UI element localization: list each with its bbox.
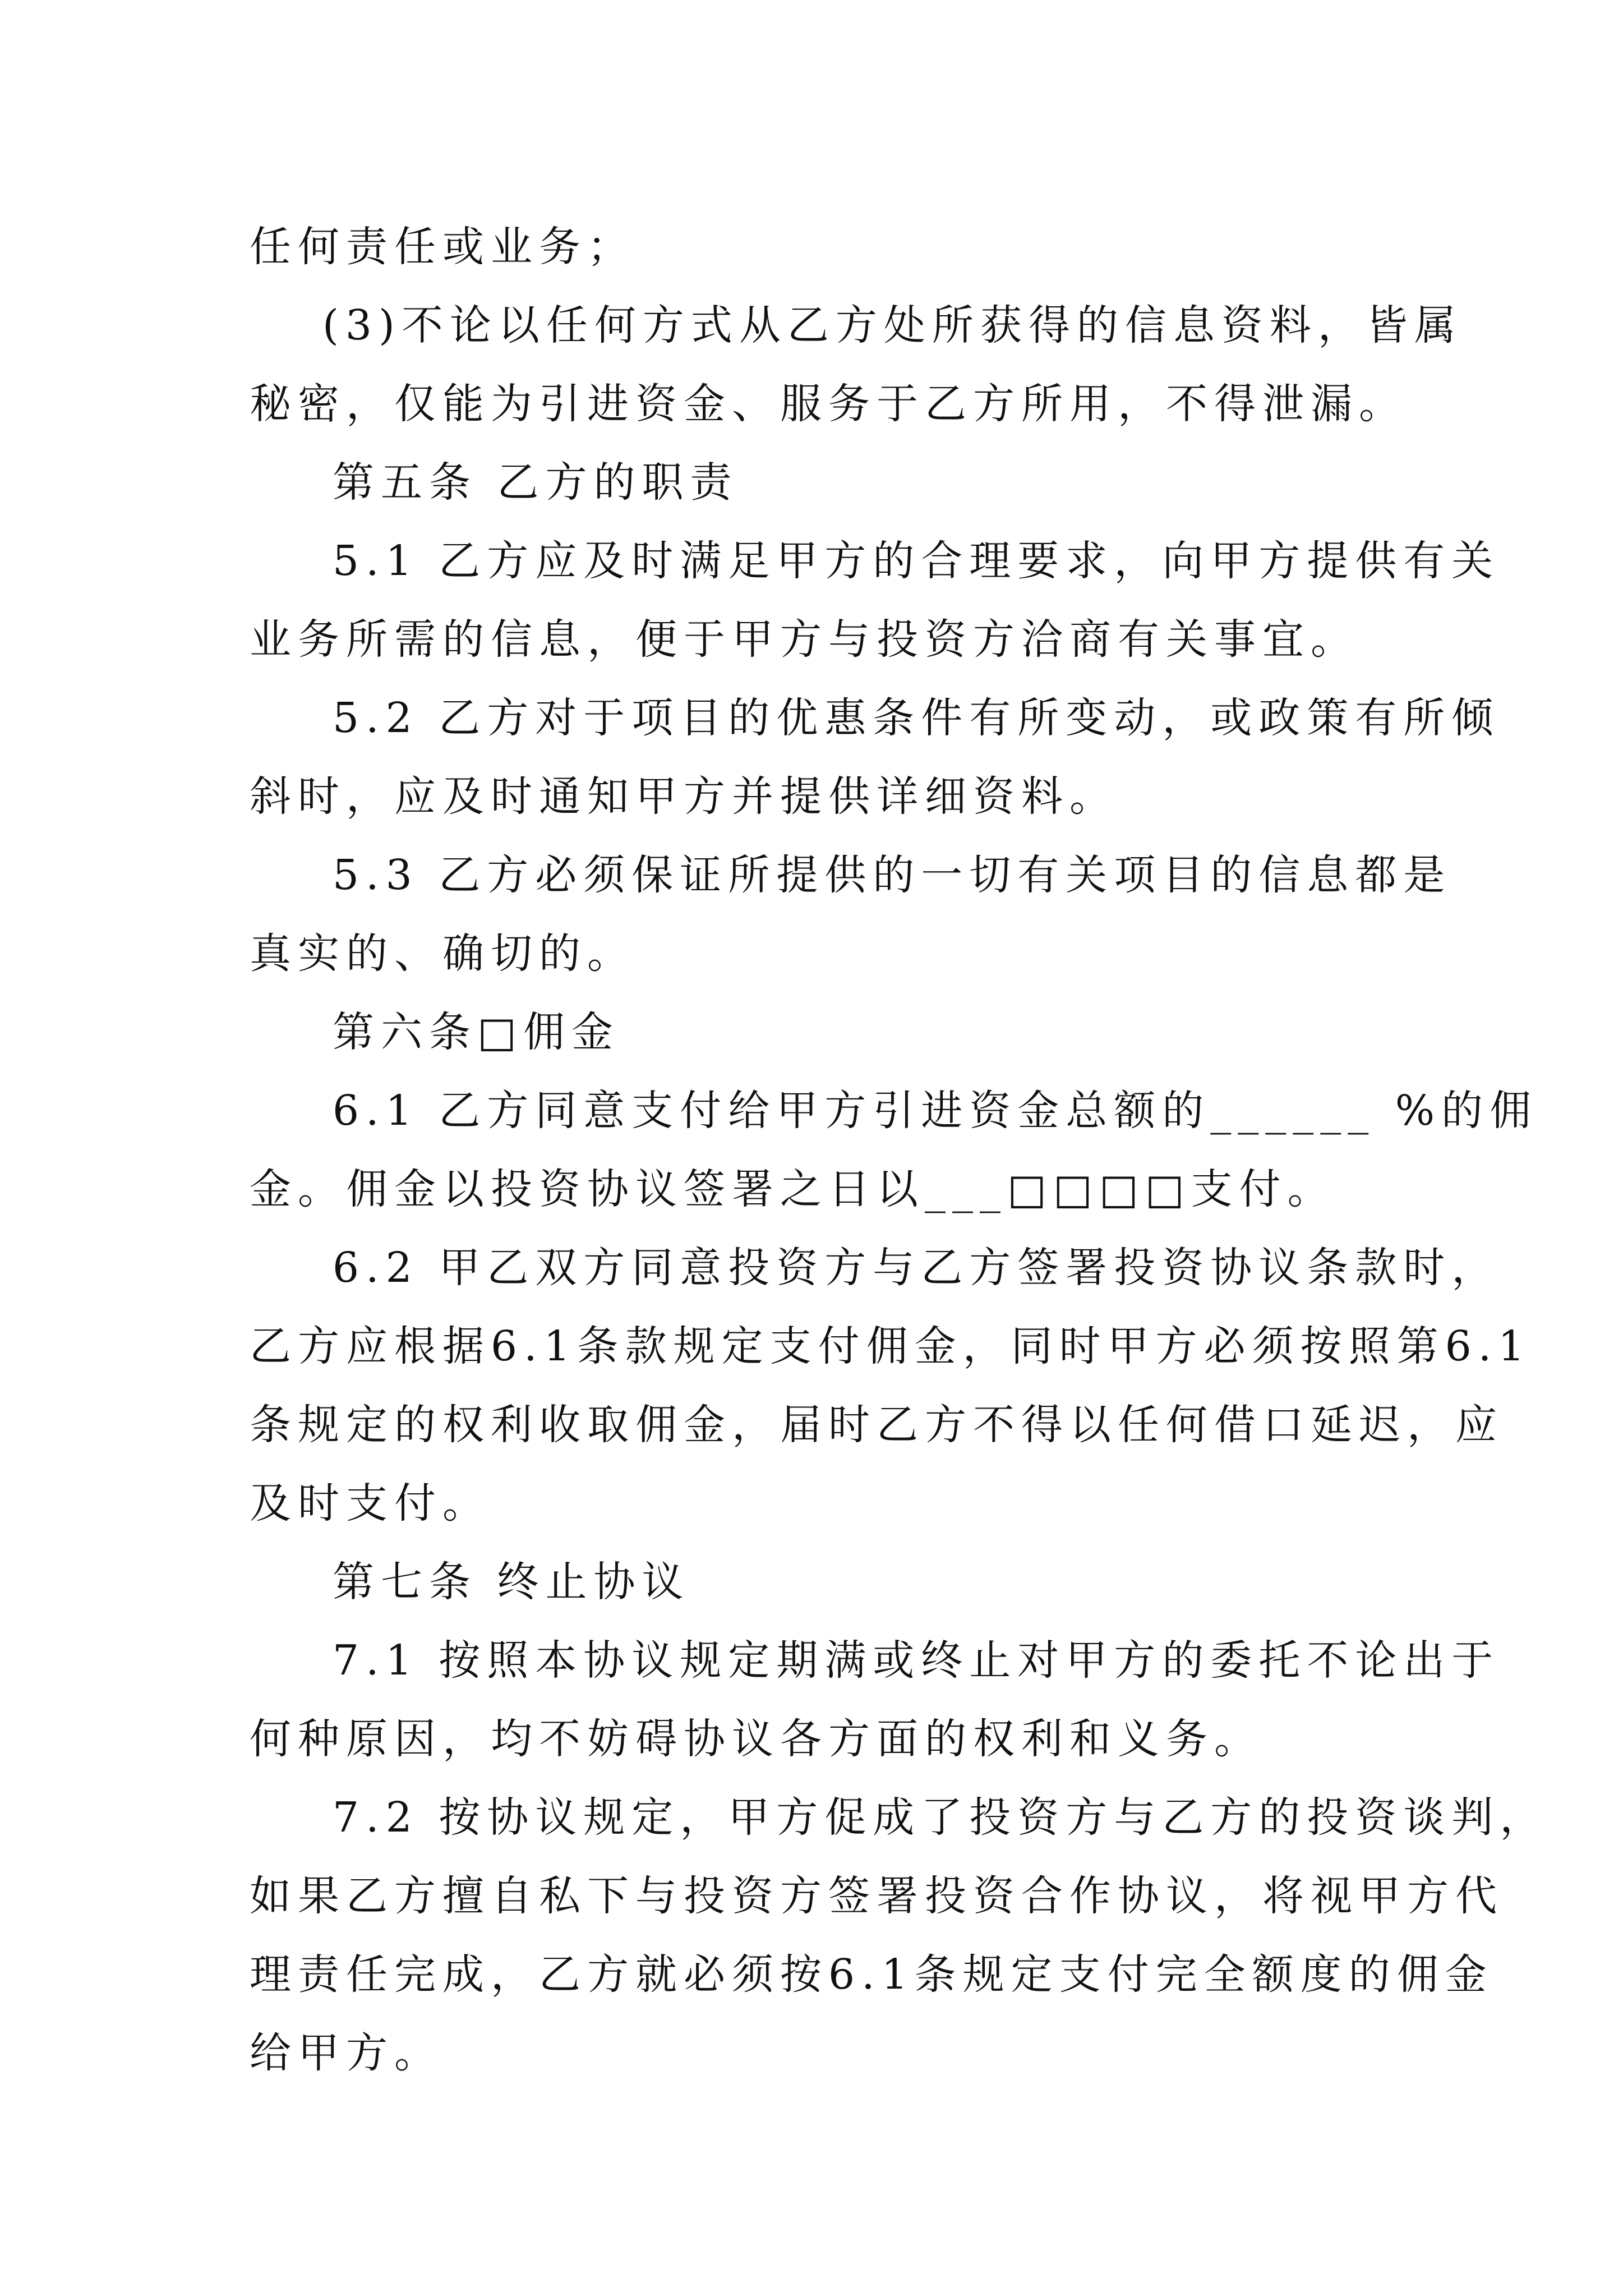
section-heading: 第七条 终止协议 [333,1558,690,1606]
section-heading: 第六条□佣金 [333,1008,620,1056]
text-line: 5.2 乙方对于项目的优惠条件有所变动，或政策有所倾 [333,694,1500,742]
document-body [250,208,1548,2092]
text-line: 5.1 乙方应及时满足甲方的合理要求，向甲方提供有关 [333,537,1500,585]
text-line: 给甲方。 [250,2029,442,2077]
section-heading: 第五条 乙方的职责 [333,458,739,507]
text-line: 任何责任或业务； [250,223,635,271]
text-line: 理责任完成，乙方就必须按6.1条规定支付完全额度的佣金 [250,1950,1493,1999]
text-line: 及时支付。 [250,1479,491,1527]
text-line: 业务所需的信息，便于甲方与投资方洽商有关事宜。 [250,615,1359,664]
text-line: 金。佣金以投资协议签署之日以___□□□□支付。 [250,1165,1336,1213]
text-line: 条规定的权利收取佣金，届时乙方不得以任何借口延迟，应 [250,1401,1504,1449]
text-line: 6.1 乙方同意支付给甲方引进资金总额的______ %的佣 [333,1087,1538,1135]
text-line: 秘密，仅能为引进资金、服务于乙方所用，不得泄漏。 [250,380,1407,428]
text-line: 7.2 按协议规定，甲方促成了投资方与乙方的投资谈判， [333,1793,1548,1842]
text-line: 斜时，应及时通知甲方并提供详细资料。 [250,772,1118,821]
text-line: (3)不论以任何方式从乙方处所获得的信息资料，皆属 [322,301,1463,349]
text-line: 真实的、确切的。 [250,930,635,978]
text-line: 6.2 甲乙双方同意投资方与乙方签署投资协议条款时， [333,1244,1500,1292]
text-line: 5.3 乙方必须保证所提供的一切有关项目的信息都是 [333,851,1452,899]
text-line: 乙方应根据6.1条款规定支付佣金，同时甲方必须按照第6.1 [250,1322,1532,1370]
text-line: 何种原因，均不妨碍协议各方面的权利和义务。 [250,1715,1262,1763]
text-line: 7.1 按照本协议规定期满或终止对甲方的委托不论出于 [333,1636,1500,1685]
text-line: 如果乙方擅自私下与投资方签署投资合作协议，将视甲方代 [250,1872,1504,1920]
